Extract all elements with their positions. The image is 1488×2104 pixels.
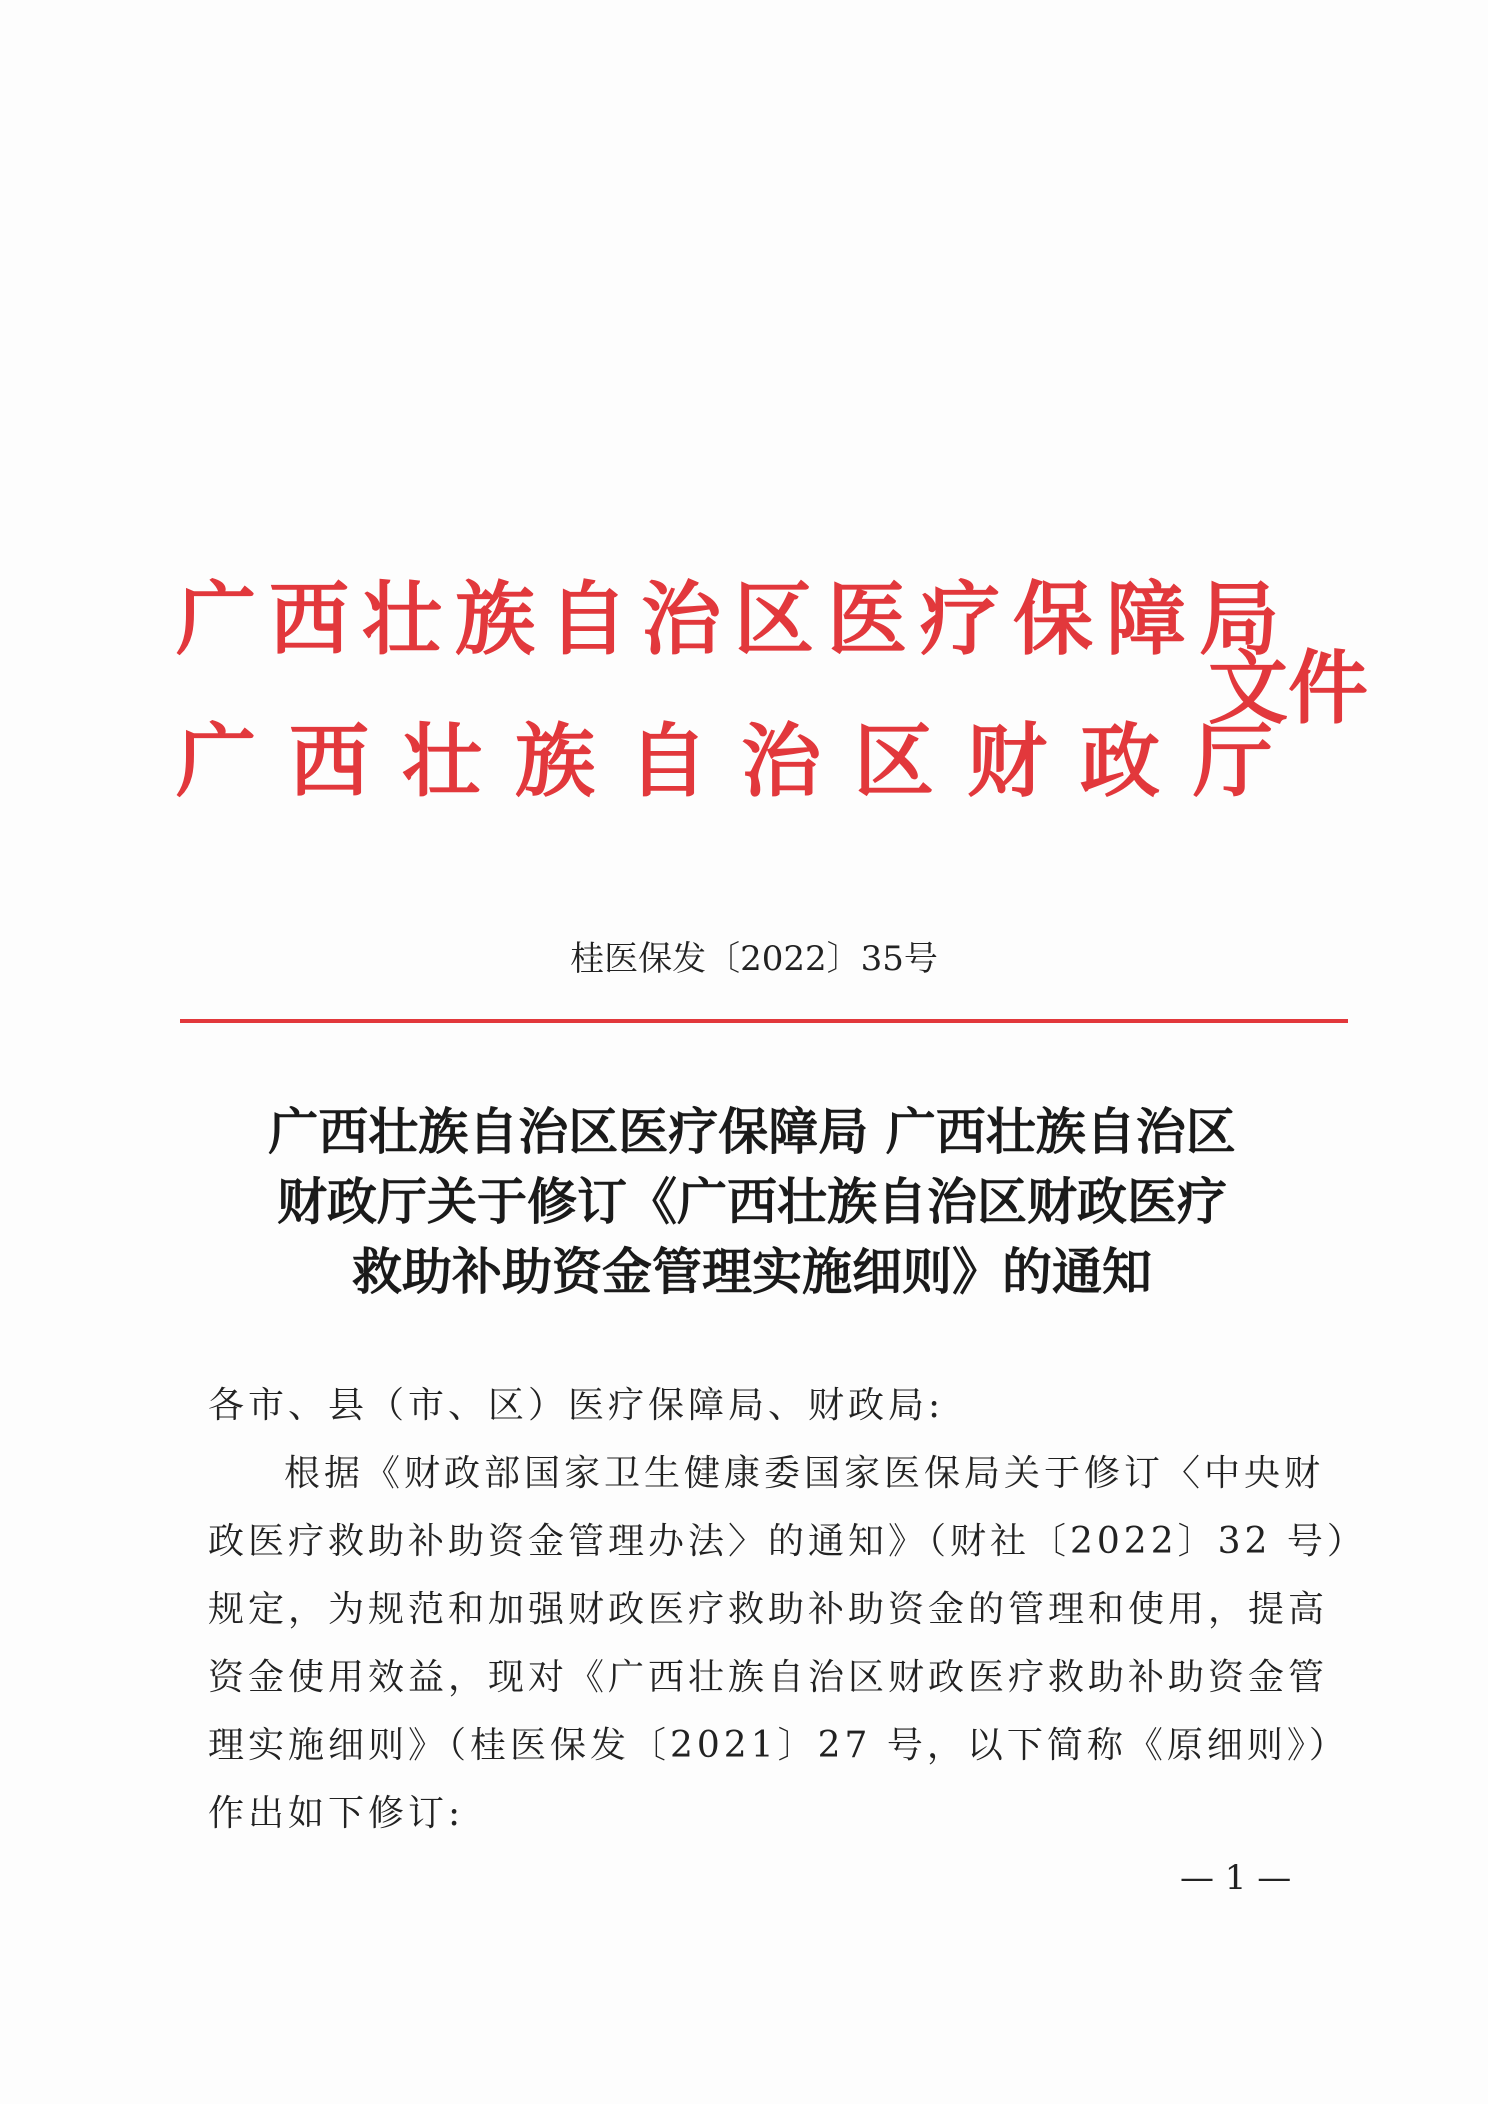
red-divider [180, 1019, 1348, 1023]
page-number: — 1 — [1180, 1858, 1292, 1898]
document-title [0, 1097, 1488, 1307]
body-line-4: 资金使用效益，现对《广西壮族自治区财政医疗救助补助资金管 [208, 1657, 1329, 1698]
document-body [208, 1372, 1367, 1848]
title-line-2: 财政厅关于修订《广西壮族自治区财政医疗 [277, 1173, 1227, 1231]
title-line-3: 救助补助资金管理实施细则》的通知 [352, 1243, 1152, 1301]
issuer-line-2: 广西壮族自治区财政厅 [176, 714, 1306, 808]
body-line-1: 根据《财政部国家卫生健康委国家医保局关于修订〈中央财 [284, 1453, 1325, 1494]
body-line-5: 理实施细则》（桂医保发〔2021〕27 号，以下简称《原细则》） [208, 1725, 1349, 1766]
document-number: 桂医保发〔2022〕35号 [570, 939, 938, 979]
body-line-2: 政医疗救助补助资金管理办法〉的通知》（财社〔2022〕32 号） [208, 1521, 1367, 1562]
body-line-6: 作出如下修订: [208, 1793, 465, 1834]
title-line-1: 广西壮族自治区医疗保障局 广西壮族自治区 [268, 1103, 1236, 1161]
issuer-line-1: 广西壮族自治区医疗保障局 [176, 572, 1292, 666]
document-word: 文件 [1208, 641, 1368, 735]
body-line-3: 规定，为规范和加强财政医疗救助补助资金的管理和使用，提高 [208, 1589, 1329, 1630]
addressee: 各市、县（市、区）医疗保障局、财政局: [208, 1385, 945, 1426]
